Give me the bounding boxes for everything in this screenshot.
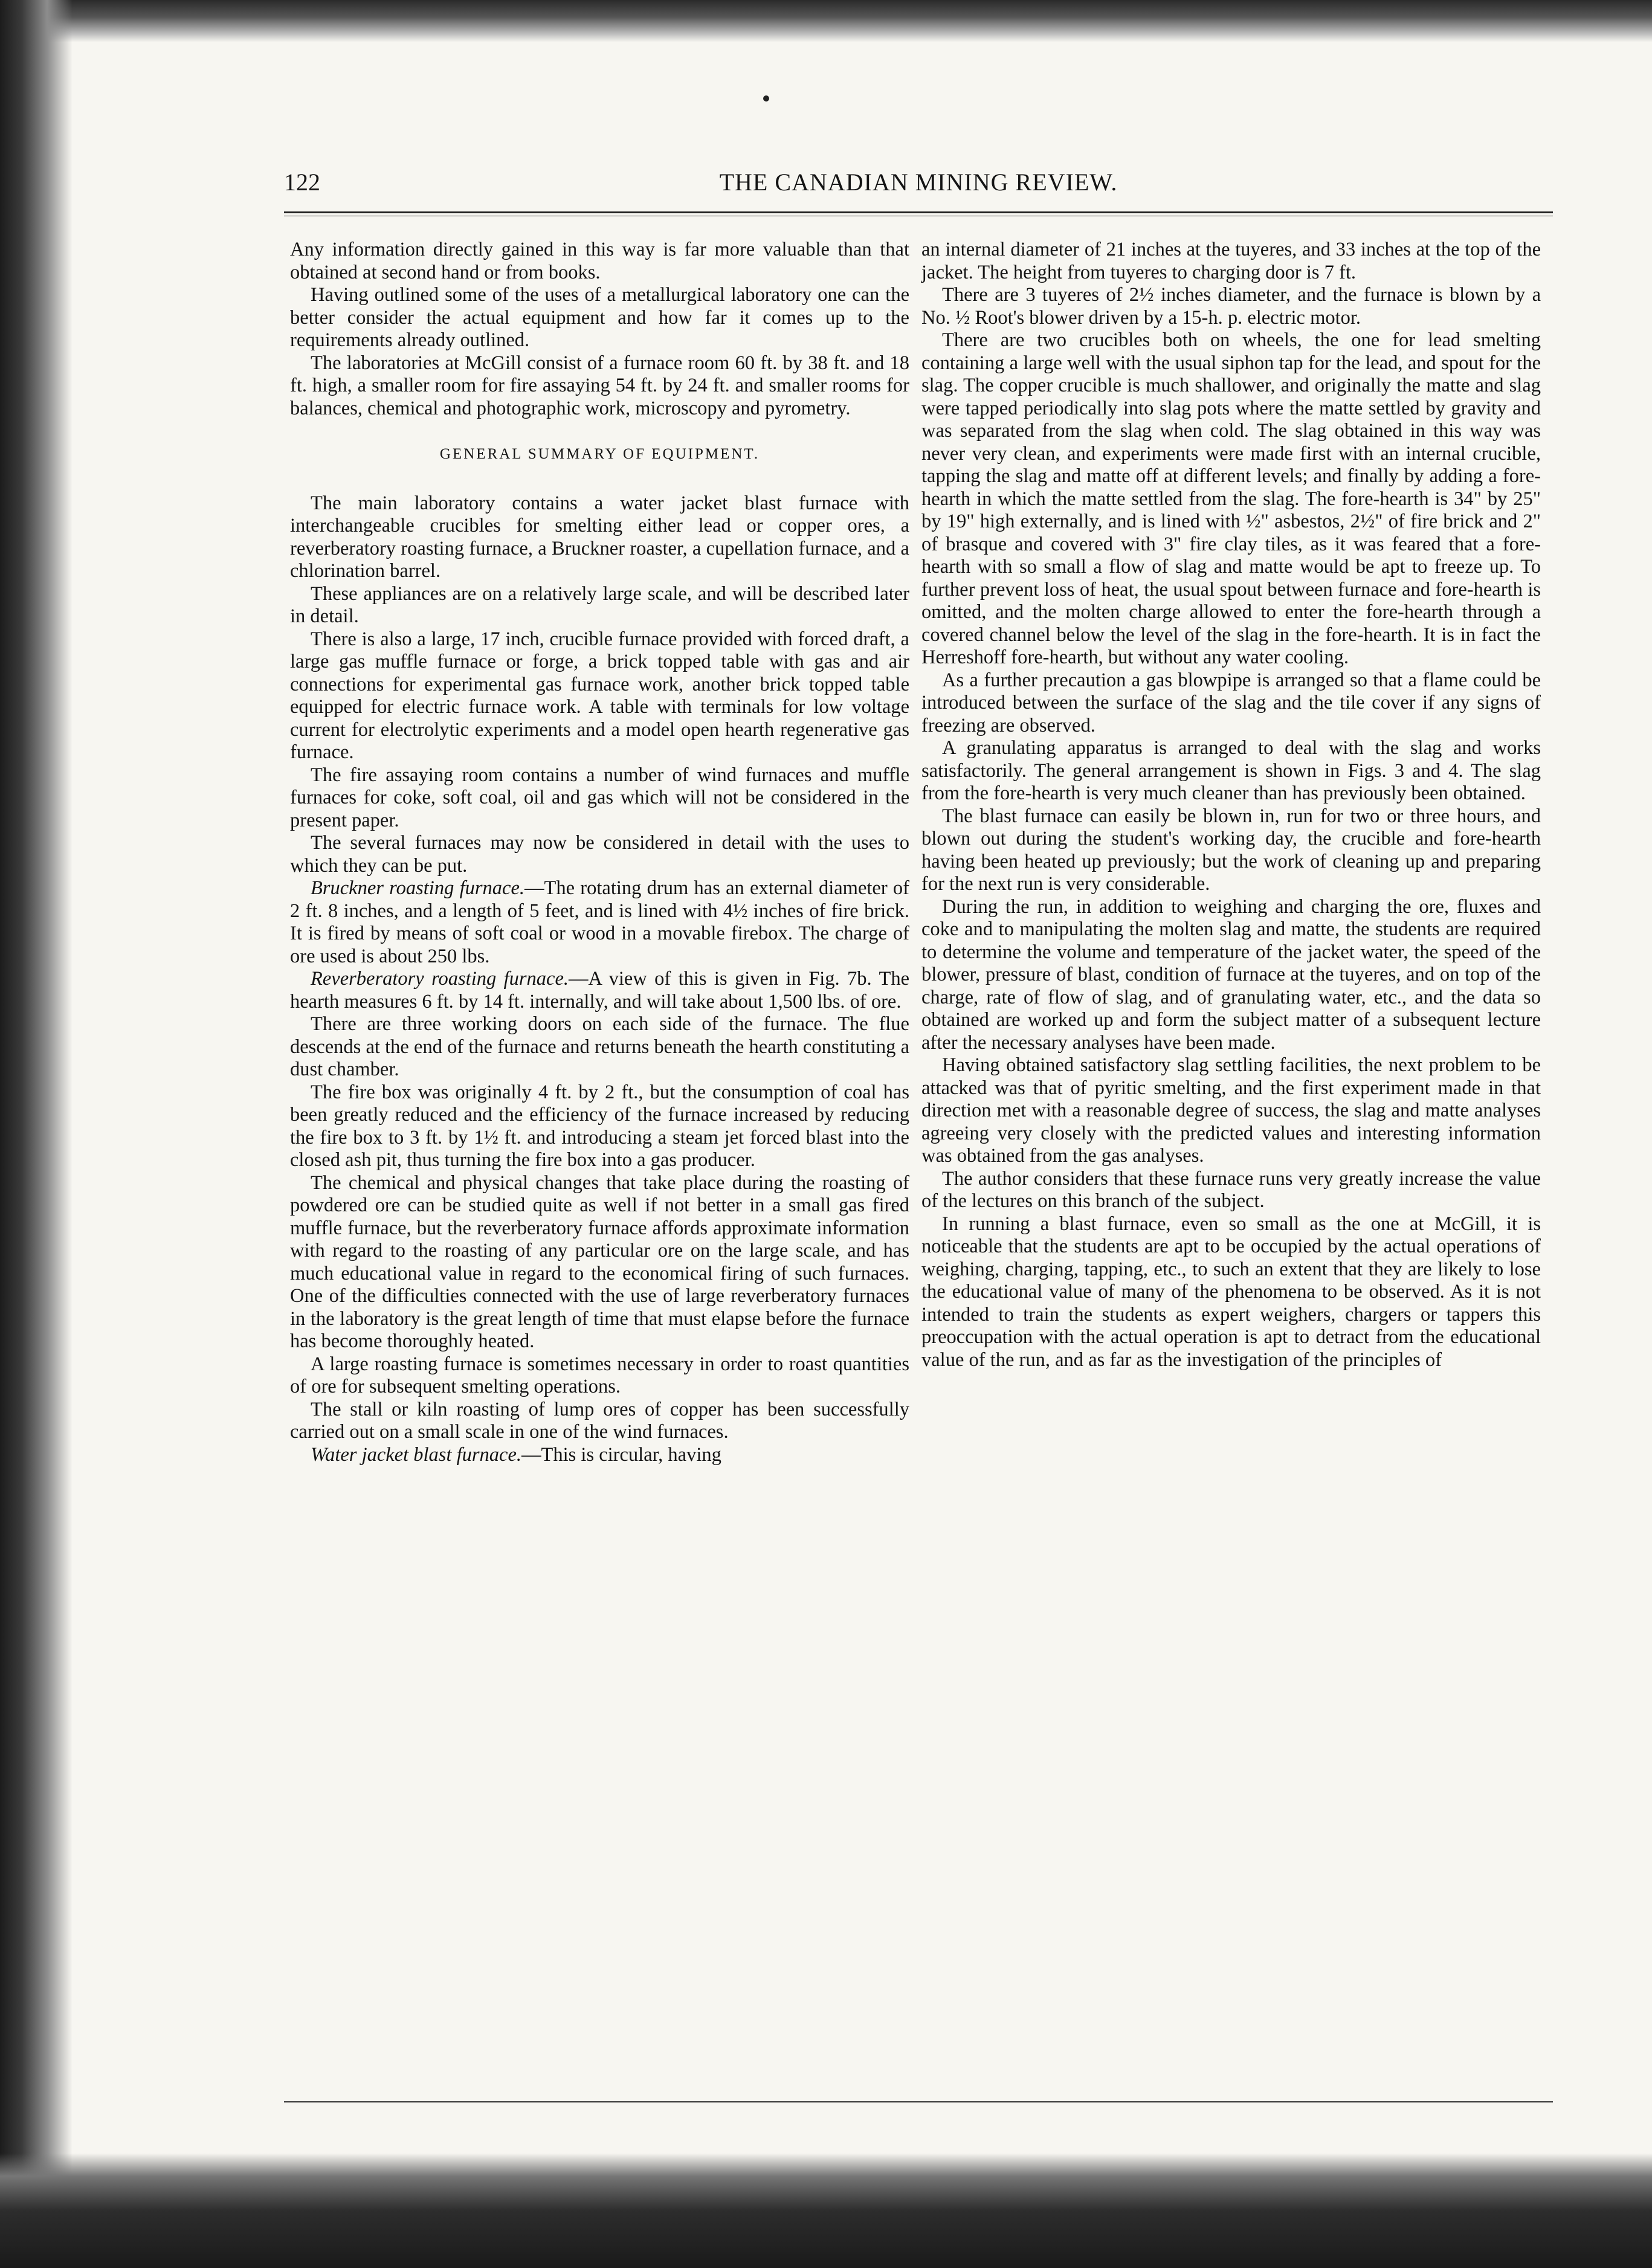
- scan-border-left: [0, 0, 73, 2268]
- paragraph: Having outlined some of the uses of a metallurgical laboratory one can the better consider the actual equipment and how far it comes up to the requirements already outlined.: [290, 284, 909, 351]
- paragraph: These appliances are on a relatively large scale, and will be described later in detail.: [290, 582, 909, 627]
- left-column: [290, 239, 909, 1466]
- paragraph: A large roasting furnace is sometimes necessary in order to roast quantities of ore for subsequent smelting operations.: [290, 1353, 909, 1397]
- paragraph: The several furnaces may now be considered in detail with the uses to which they can be put.: [290, 832, 909, 877]
- paragraph: Any information directly gained in this way is far more valuable than that obtained at second hand or from books.: [290, 239, 909, 283]
- paragraph: The blast furnace can easily be blown in, run for two or three hours, and blown out during the student's working day, the crucible and fore-hearth having been heated up previously; but the work of cleaning up and preparing for the next run is very considerable.: [921, 805, 1541, 895]
- header-rule: [284, 211, 1553, 216]
- run-in-title: Water jacket blast furnace.: [311, 1443, 522, 1466]
- paragraph: As a further precaution a gas blowpipe is arranged so that a flame could be introduced between the surface of the slag and the tile cover if any signs of freezing are observed.: [921, 669, 1541, 736]
- paragraph: There is also a large, 17 inch, crucible furnace provided with forced draft, a large gas muffle furnace or forge, a brick topped table with gas and air connections for experimental gas furnace work, another brick topped table equipped for electric furnace work. A table with terminals for low voltage current for electrolytic experiments and a model open hearth regenerative gas furnace.: [290, 628, 909, 763]
- paragraph: Having obtained satisfactory slag settling facilities, the next problem to be attacked was that of pyritic smelting, and the first experiment made in that direction met with a reasonable degree of success, the slag and matte analyses agreeing very closely with the predicted values and interesting information was obtained from the gas analyses.: [921, 1054, 1541, 1167]
- paragraph-body: —This is circular, having: [521, 1443, 721, 1466]
- paragraph: There are two crucibles both on wheels, the one for lead smelting containing a large well with the usual siphon tap for the lead, and spout for the slag. The copper crucible is much shallower, and originally the matte and slag were tapped periodically into slag pots where the matte settled by gravity and was separated from the slag when cold. The slag obtained in this way was never very clean, and experiments were made first with an internal crucible, tapping the slag and matte off at different levels; and finally by adding a fore-hearth in which the matte settled from the slag. The fore-hearth is 34" by 25" by 19" high externally, and is lined with ½" asbestos, 2½" of fire brick and 2" of brasque and covered with 3" fire clay tiles, as it was feared that a fore-hearth with so small a flow of slag and matte would be apt to freeze up. To further prevent loss of heat, the usual spout between furnace and fore-hearth is omitted, and the molten charge allowed to enter the fore-hearth through a covered channel below the level of the slag in the fore-hearth. It is in fact the Herreshoff fore-hearth, but without any water cooling.: [921, 329, 1541, 668]
- page-number: 122: [284, 169, 320, 196]
- footer-rule: [284, 2101, 1553, 2102]
- paragraph: The laboratories at McGill consist of a furnace room 60 ft. by 38 ft. and 18 ft. high, a smaller room for fire assaying 54 ft. by 24 ft. and smaller rooms for balances, chemical and photographic work, microscopy and pyrometry.: [290, 352, 909, 419]
- running-header: [284, 168, 1553, 204]
- paragraph: The main laboratory contains a water jacket blast furnace with interchangeable crucibles for smelting either lead or copper ores, a reverberatory roasting furnace, a Bruckner roaster, a cupellation furnace, and a chlorination barrel.: [290, 492, 909, 582]
- paragraph: A granulating apparatus is arranged to deal with the slag and works satisfactorily. The general arrangement is shown in Figs. 3 and 4. The slag from the fore-hearth is very much cleaner than has previously been obtained.: [921, 737, 1541, 804]
- paragraph: The fire box was originally 4 ft. by 2 ft., but the consumption of coal has been greatly reduced and the efficiency of the furnace increased by reducing the fire box to 3 ft. by 1½ ft. and introducing a steam jet forced blast into the closed ash pit, thus turning the fire box into a gas producer.: [290, 1081, 909, 1171]
- paragraph: There are 3 tuyeres of 2½ inches diameter, and the furnace is blown by a No. ½ Root's blower driven by a 15-h. p. electric motor.: [921, 284, 1541, 329]
- paragraph: During the run, in addition to weighing and charging the ore, fluxes and coke and to manipulating the molten slag and matte, the students are required to determine the volume and temperature of the jacket water, the speed of the blower, pressure of blast, condition of furnace at the tuyeres, and on top of the charge, rate of flow of slag, and of granulating water, etc., and the data so obtained are worked up and form the subject matter of a subsequent lecture after the necessary analyses have been made.: [921, 895, 1541, 1054]
- paragraph: an internal diameter of 21 inches at the tuyeres, and 33 inches at the top of the jacket. The height from tuyeres to charging door is 7 ft.: [921, 239, 1541, 283]
- paragraph: The chemical and physical changes that take place during the roasting of powdered ore can be studied quite as well if not better in a small gas fired muffle furnace, but the reverberatory furnace affords approximate information with regard to the roasting of any particular ore on the large scale, and has much educational value in regard to the economical firing of such furnaces. One of the difficulties connected with the use of large reverberatory furnaces in the laboratory is the great length of time that must elapse before the furnace has become thoroughly heated.: [290, 1171, 909, 1352]
- scan-border-bottom: [0, 2153, 1652, 2268]
- paragraph: [290, 968, 909, 1013]
- journal-title: THE CANADIAN MINING REVIEW.: [719, 169, 1118, 196]
- paragraph: There are three working doors on each side of the furnace. The flue descends at the end of the furnace and returns beneath the hearth constituting a dust chamber.: [290, 1013, 909, 1080]
- paragraph: [290, 1444, 909, 1467]
- ink-speck: [763, 95, 769, 101]
- run-in-title: Reverberatory roasting furnace.: [311, 968, 569, 990]
- right-column: [921, 239, 1541, 1371]
- paragraph: The author considers that these furnace runs very greatly increase the value of the lectures on this branch of the subject.: [921, 1167, 1541, 1212]
- paragraph: [290, 877, 909, 968]
- section-heading: GENERAL SUMMARY OF EQUIPMENT.: [439, 446, 760, 462]
- paragraph-body: —A view of this is given in Fig. 7b. The hearth measures 6 ft. by 14 ft. internally, and will take about 1,500 lbs. of ore.: [290, 968, 909, 1013]
- paragraph: In running a blast furnace, even so small as the one at McGill, it is noticeable that the students are apt to be occupied by the actual operations of weighing, charging, tapping, etc., to such an extent that they are likely to lose the educational value of many of the phenomena to be observed. As it is not intended to train the students as expert weighers, chargers or tappers this preoccupation with the actual operation is apt to detract from the educational value of the run, and as far as the investigation of the principles of: [921, 1213, 1541, 1371]
- paragraph: The fire assaying room contains a number of wind furnaces and muffle furnaces for coke, soft coal, oil and gas which will not be considered in the present paper.: [290, 764, 909, 831]
- run-in-title: Bruckner roasting furnace.: [311, 877, 525, 899]
- paragraph-body: —The rotating drum has an external diameter of 2 ft. 8 inches, and a length of 5 feet, and is lined with 4½ inches of fire brick. It is fired by means of soft coal or wood in a movable firebox. The charge of ore used is about 250 lbs.: [290, 877, 909, 967]
- scan-border-top: [0, 0, 1652, 42]
- paragraph: The stall or kiln roasting of lump ores of copper has been successfully carried out on a small scale in one of the wind furnaces.: [290, 1398, 909, 1443]
